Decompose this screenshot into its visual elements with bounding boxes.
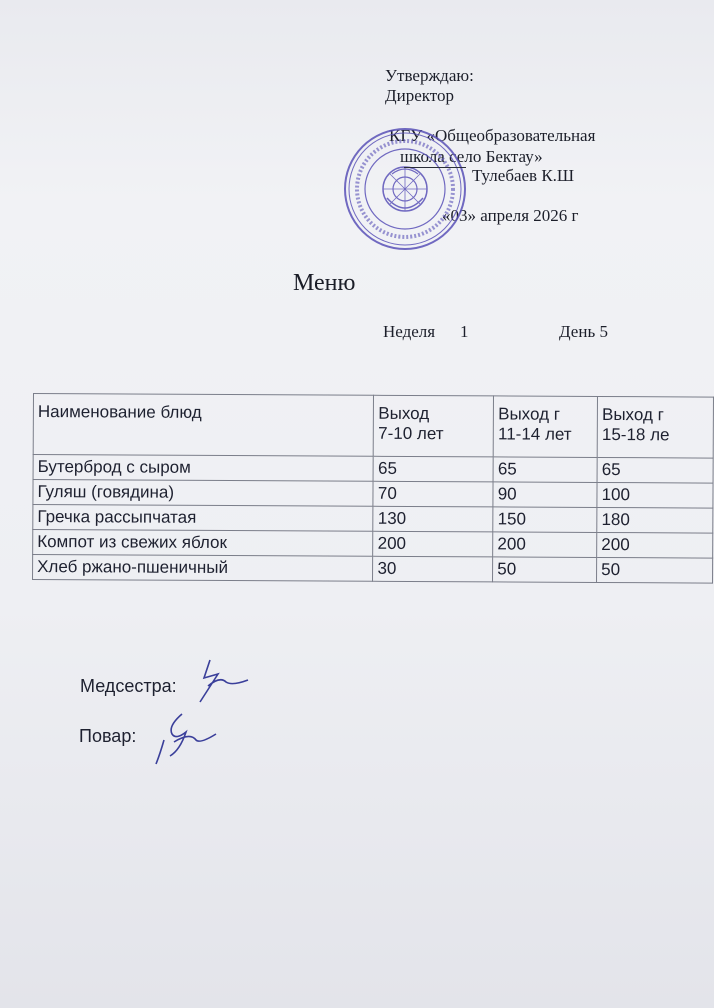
- dish-name: Компот из свежих яблок: [33, 530, 374, 557]
- nurse-label: Медсестра:: [80, 676, 177, 696]
- table-row: [33, 455, 713, 484]
- portion-15-18: 180: [597, 507, 713, 533]
- approve-org-line1: КГУ «Общеобразовательная: [389, 126, 596, 145]
- table-row: [33, 555, 713, 584]
- director-signature-line: [404, 167, 466, 168]
- portion-7-10: 65: [373, 456, 493, 482]
- approve-org-line2: школа село Бектау»: [400, 147, 543, 166]
- menu-table: [32, 393, 714, 584]
- portion-11-14: 65: [493, 457, 597, 483]
- portion-15-18: 100: [597, 482, 713, 508]
- header-age-15-18: Выход г 15-18 ле: [597, 396, 713, 458]
- portion-15-18: 65: [597, 457, 713, 483]
- cook-label: Повар:: [79, 726, 137, 746]
- week-label: Неделя: [383, 322, 436, 341]
- official-stamp-icon: [342, 126, 468, 252]
- day-label: День 5: [559, 322, 608, 341]
- portion-15-18: 50: [597, 557, 713, 583]
- table-row: [33, 505, 713, 534]
- portion-7-10: 30: [373, 556, 493, 582]
- approve-director: Тулебаев К.Ш: [472, 166, 575, 185]
- portion-11-14: 90: [493, 482, 597, 508]
- nurse-signature-icon: [190, 656, 250, 706]
- approve-label: Утверждаю:: [385, 66, 474, 85]
- portion-11-14: 200: [493, 532, 597, 558]
- dish-name: Гуляш (говядина): [33, 480, 374, 507]
- week-value: 1: [460, 322, 469, 341]
- table-header-row: [33, 394, 713, 459]
- dish-name: Гречка рассыпчатая: [33, 505, 374, 532]
- approve-date: «03» апреля 2026 г: [442, 206, 579, 225]
- dish-name: Хлеб ржано-пшеничный: [33, 555, 374, 582]
- table-row: [33, 530, 713, 559]
- header-age-7-10: Выход 7-10 лет: [374, 395, 494, 457]
- dish-name: Бутерброд с сыром: [33, 455, 374, 482]
- header-age-11-14: Выход г 11-14 лет: [493, 396, 597, 458]
- portion-11-14: 50: [493, 557, 597, 583]
- header-dish-name: Наименование блюд: [33, 394, 374, 457]
- portion-7-10: 200: [373, 531, 493, 557]
- portion-15-18: 200: [597, 532, 713, 558]
- portion-7-10: 130: [373, 506, 493, 532]
- approve-position: Директор: [385, 86, 454, 105]
- portion-11-14: 150: [493, 507, 597, 533]
- page-title: Меню: [293, 270, 356, 296]
- cook-signature-icon: [150, 710, 220, 770]
- portion-7-10: 70: [373, 481, 493, 507]
- table-row: [33, 480, 713, 509]
